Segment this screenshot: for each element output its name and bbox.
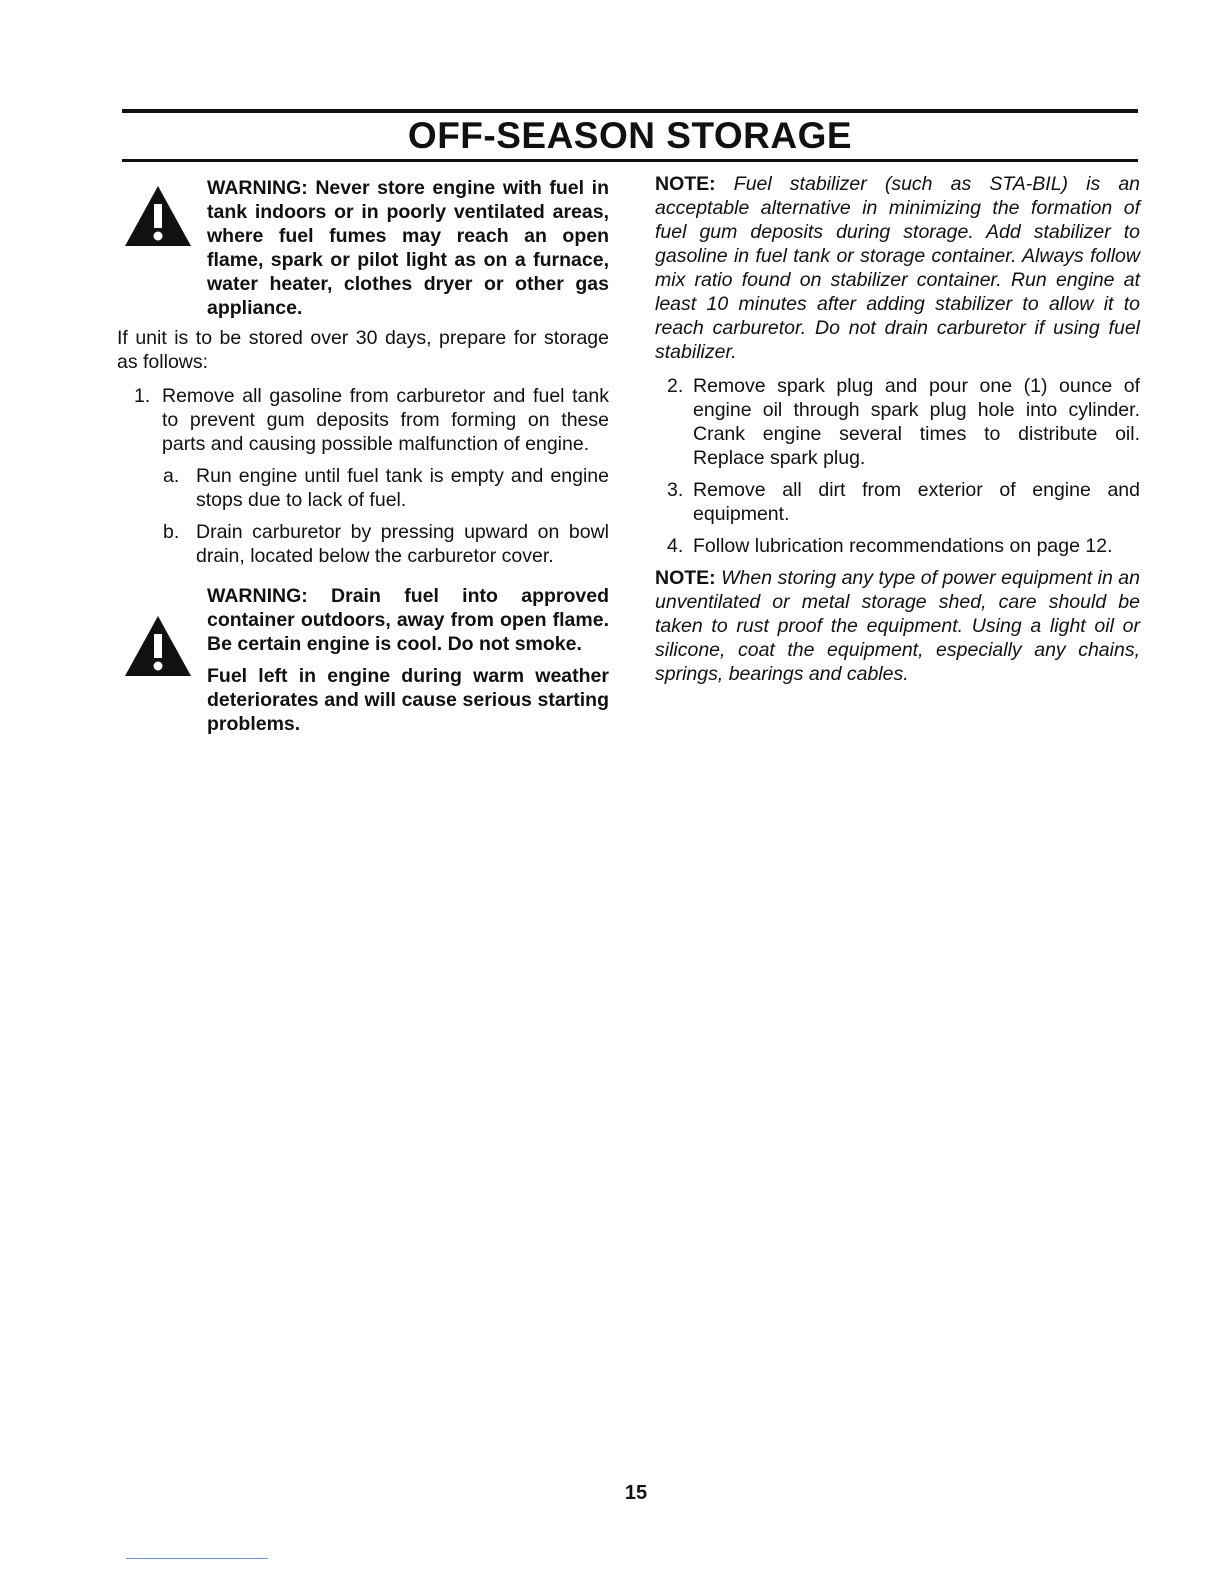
list-item <box>117 464 609 512</box>
step-text: Remove all dirt from exterior of engine and equipment. <box>693 479 1140 525</box>
page-number: 15 <box>624 1482 648 1504</box>
warning-text-storage: WARNING: Never store engine with fuel in tank indoors or in poorly ventilated areas, where fuel fumes may reach an open flame, spark or pilot light as on a furnace, water heater, clothes dryer or other gas appliance. <box>207 177 609 319</box>
step-number: 2. <box>667 375 684 397</box>
note-text: Fuel stabilizer (such as STA-BIL) is an acceptable alternative in minimizing the formation of fuel gum deposits during storage. Add stabilizer to gasoline in fuel tank or storage container. Always follow mix ratio found on stabilizer container. Run engine at least 10 minutes after adding stabilizer to allow it to reach carburetor. Do not drain carburetor if using fuel stabilizer. <box>655 173 1141 363</box>
footer-link-underline <box>126 1558 268 1559</box>
step-text: Follow lubrication recommendations on page 12. <box>693 535 1113 557</box>
list-item <box>655 478 1140 526</box>
step-letter: b. <box>163 521 180 543</box>
note-text: When storing any type of power equipment in an unventilated or metal storage shed, care should be taken to rust proof the equipment. Using a light oil or silicone, coat the equipment, especially any chains, springs, bearings and cables. <box>655 567 1140 685</box>
right-column <box>655 172 1140 694</box>
note-label: NOTE: <box>655 567 716 589</box>
step-letter: a. <box>163 465 180 487</box>
step-text: Remove spark plug and pour one (1) ounce of engine oil through spark plug hole into cylinder. Crank engine several times to distribute oil. Replace spark plug. <box>693 375 1140 469</box>
storage-steps-list <box>117 384 609 568</box>
warning-block-drain <box>117 584 609 736</box>
storage-steps-list-continued <box>655 374 1140 558</box>
list-item <box>117 520 609 568</box>
step-number: 3. <box>667 479 684 501</box>
list-item <box>655 534 1140 558</box>
list-item <box>655 374 1140 470</box>
step-text: Remove all gasoline from carburetor and fuel tank to prevent gum deposits from forming on these parts and causing possible malfunction of engine. <box>162 385 609 455</box>
warning-block-storage <box>117 176 609 320</box>
warning-text-drain: WARNING: Drain fuel into approved container outdoors, away from open flame. Be certain engine is cool. Do not smoke. <box>207 585 609 655</box>
step-text: Run engine until fuel tank is empty and engine stops due to lack of fuel. <box>196 465 609 511</box>
note-rust-proofing <box>655 566 1140 686</box>
note-fuel-stabilizer <box>655 172 1140 364</box>
warning-triangle-icon <box>123 614 193 678</box>
step-text: Drain carburetor by pressing upward on bowl drain, located below the carburetor cover. <box>196 521 609 567</box>
warning-text-fuel-deterioration: Fuel left in engine during warm weather deteriorates and will cause serious starting problems. <box>207 665 609 735</box>
storage-intro: If unit is to be stored over 30 days, prepare for storage as follows: <box>117 327 609 373</box>
title-rule-bottom <box>122 159 1138 162</box>
step-number: 4. <box>667 535 684 557</box>
title-rule-top <box>122 109 1138 113</box>
note-label: NOTE: <box>655 173 716 195</box>
warning-triangle-icon <box>123 184 193 248</box>
left-column <box>117 176 609 742</box>
step-number: 1. <box>134 385 151 407</box>
list-item <box>117 384 609 456</box>
page-title: OFF-SEASON STORAGE <box>407 115 853 156</box>
